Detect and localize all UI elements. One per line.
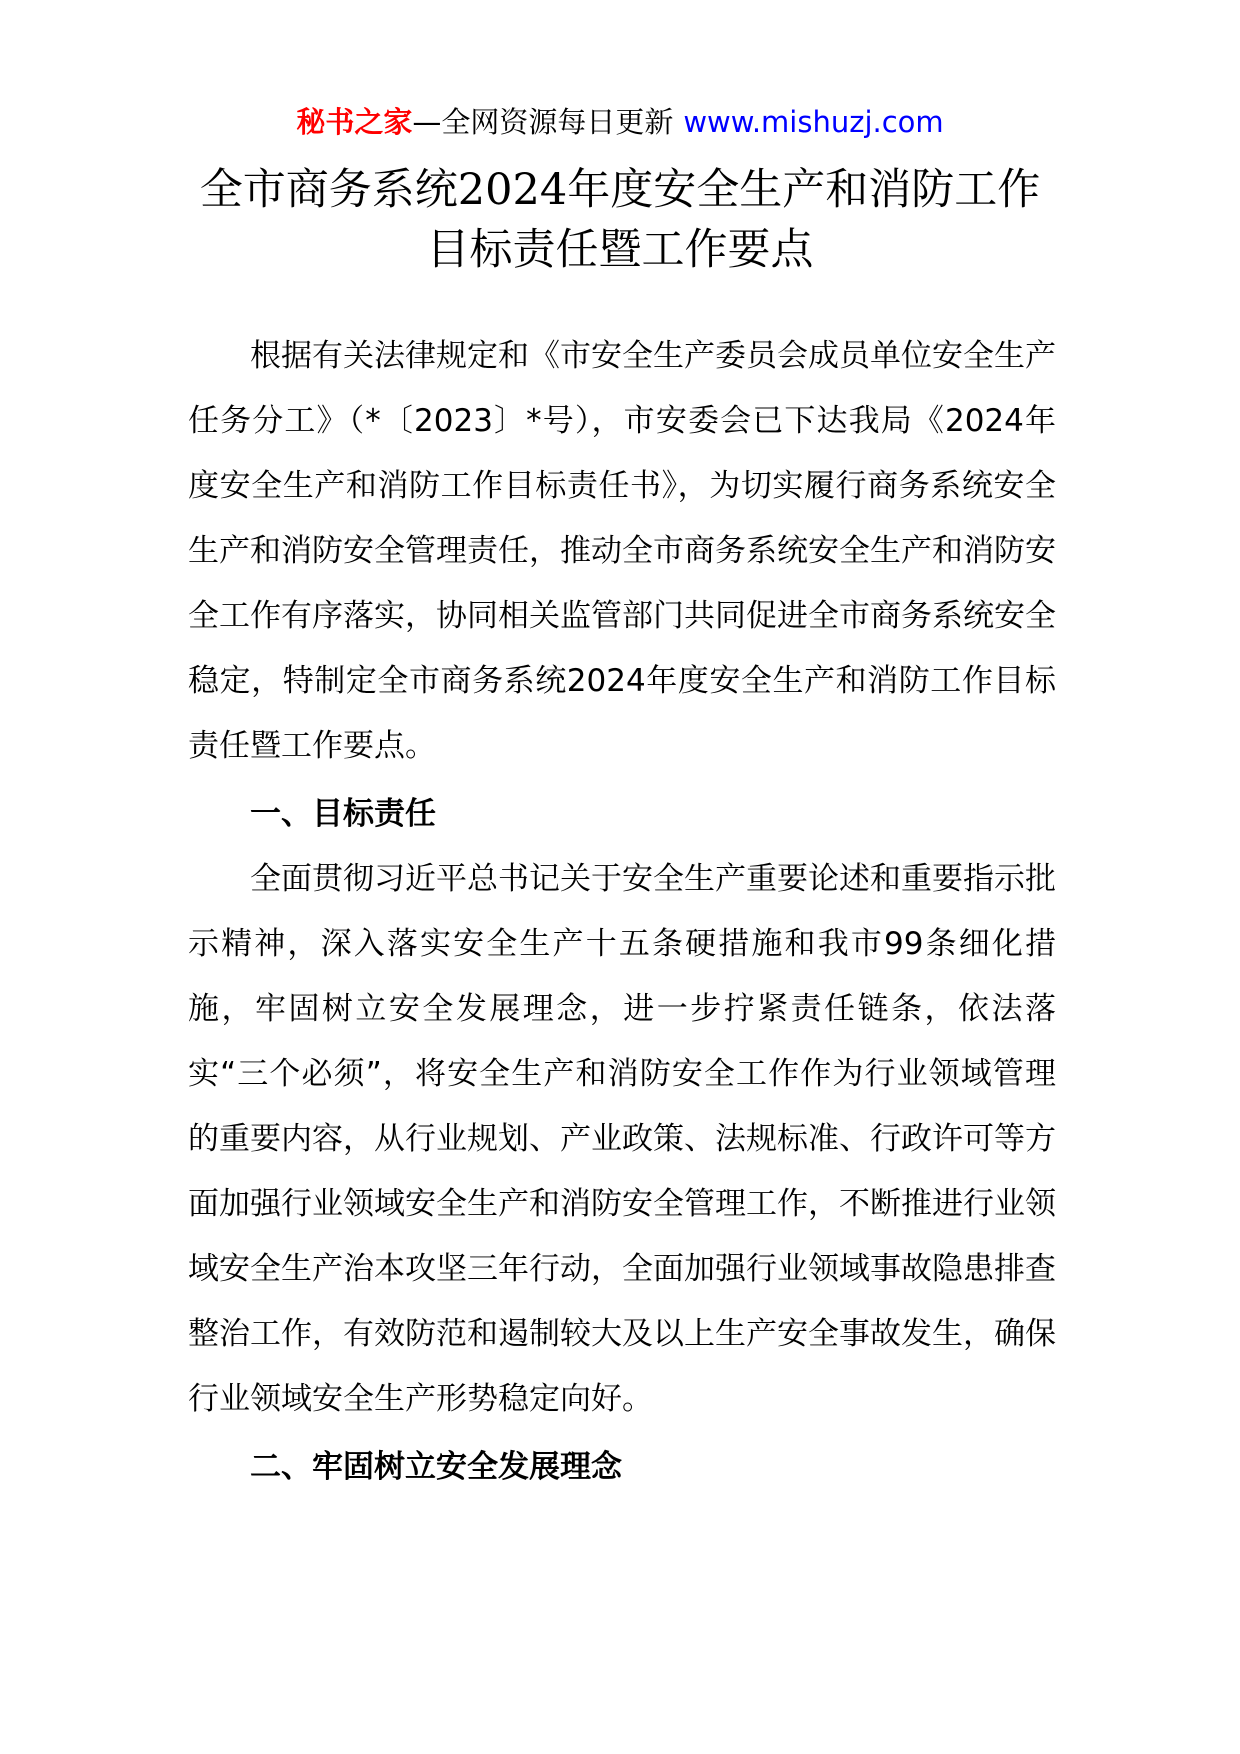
banner-url-link[interactable]: www.mishuzj.com — [683, 105, 944, 139]
banner-slogan: —全网资源每日更新 — [412, 105, 674, 139]
document-title — [180, 160, 1060, 280]
section-heading-1: 一、目标责任 — [250, 796, 436, 832]
title-part1: 全市商务系统 — [199, 165, 458, 215]
header-banner — [0, 102, 1240, 142]
title-part2: 年度安全生产和消防工作目标责任暨工作要点 — [426, 165, 1041, 275]
section-heading-2: 二、牢固树立安全发展理念 — [250, 1449, 622, 1485]
title-year: 2024 — [457, 165, 568, 215]
document-body — [188, 324, 1056, 1500]
section1-paragraph: 全面贯彻习近平总书记关于安全生产重要论述和重要指示批示精神，深入落实安全生产十五条硬措施和我市99条细化措施，牢固树立安全发展理念，进一步拧紧责任链条，依法落实“三个必须”，将安全生产和消防安全工作作为行业领域管理的重要内容，从行业规划、产业政策、法规标准、行政许可等方面加强行业领域安全生产和消防安全管理工作，不断推进行业领域安全生产治本攻坚三年行动，全面加强行业领域事故隐患排查整治工作，有效防范和遏制较大及以上生产安全事故发生，确保行业领域安全生产形势稳定向好。 — [188, 861, 1056, 1417]
intro-paragraph: 根据有关法律规定和《市安全生产委员会成员单位安全生产任务分工》（*〔2023〕*号），市安委会已下达我局《2024年度安全生产和消防工作目标责任书》，为切实履行商务系统安全生产和消防安全管理责任，推动全市商务系统安全生产和消防安全工作有序落实，协同相关监管部门共同促进全市商务系统安全稳定，特制定全市商务系统2024年度安全生产和消防工作目标责任暨工作要点。 — [188, 338, 1056, 764]
brand-name: 秘书之家 — [296, 105, 413, 139]
